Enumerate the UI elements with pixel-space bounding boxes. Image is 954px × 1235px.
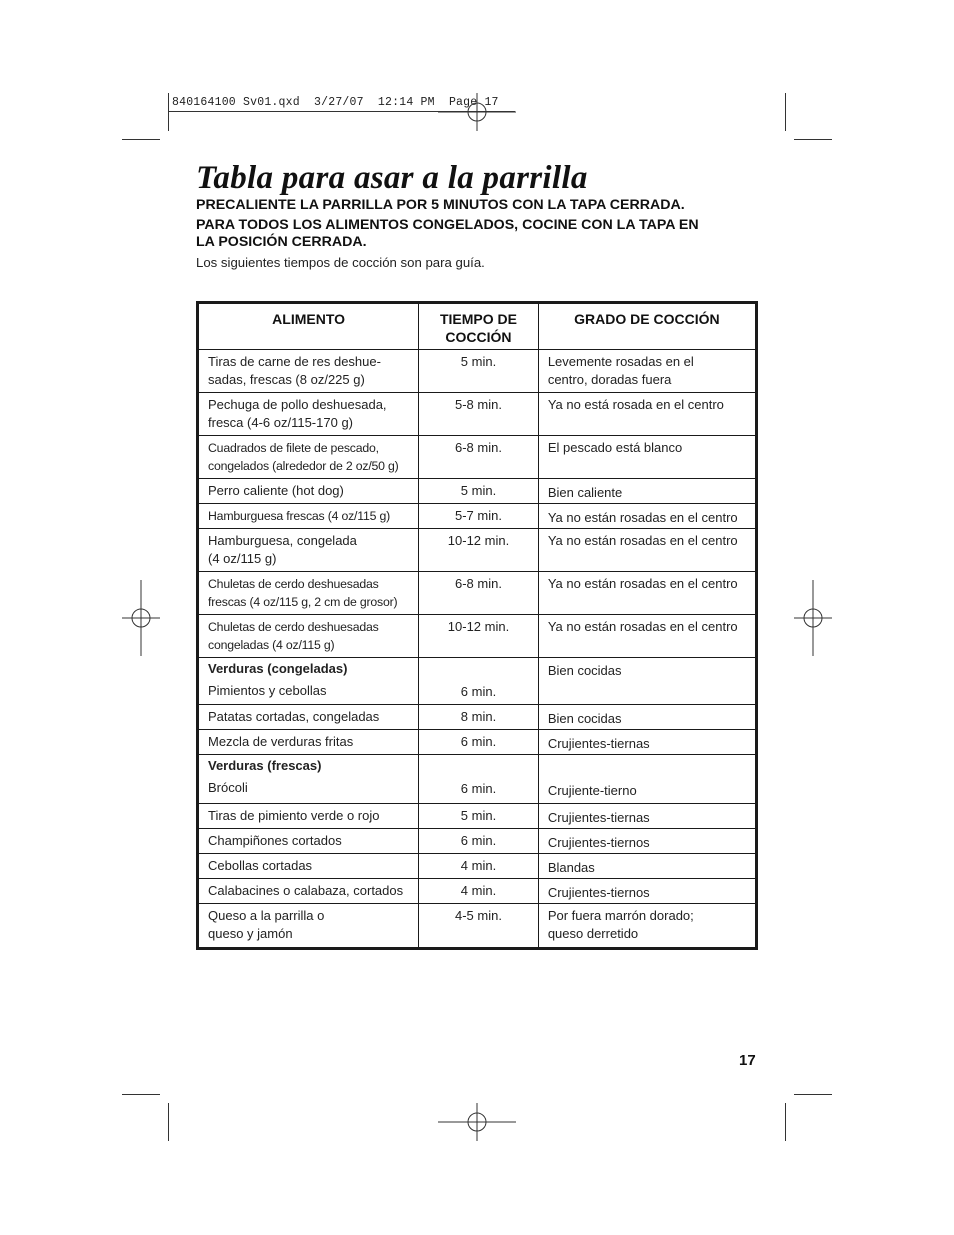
table-row (198, 755, 757, 804)
time-cell (419, 730, 539, 755)
food-cell (198, 705, 419, 730)
table-row (198, 730, 757, 755)
cooking-time: 6 min. (460, 734, 497, 749)
doneness-cell (538, 854, 756, 879)
doneness-cell (538, 479, 756, 504)
food-cell (198, 572, 419, 615)
doneness-cell (538, 529, 756, 572)
registration-mark-bottom (438, 1103, 516, 1141)
food-name: Cuadrados de filete de pescado, (208, 441, 379, 455)
doneness-text: Crujientes-tiernos (547, 835, 650, 850)
food-cell (198, 393, 419, 436)
cooking-time: 10-12 min. (447, 533, 510, 548)
crop-mark-top-left-h (122, 139, 160, 140)
table-row (198, 904, 757, 949)
table-row (198, 879, 757, 904)
food-name: Patatas cortadas, congeladas (208, 709, 380, 724)
header-time-line-2: COCCIÓN (445, 329, 512, 345)
food-cell (198, 879, 419, 904)
time-cell (419, 658, 539, 705)
cooking-time: 5-7 min. (455, 508, 502, 523)
doneness-cell (538, 804, 756, 829)
time-cell (419, 705, 539, 730)
food-cell (198, 479, 419, 504)
crop-mark-top-right-h (794, 139, 832, 140)
guide-note: Los siguientes tiempos de cocción son para guía. (196, 255, 485, 270)
food-name: queso y jamón (208, 926, 293, 941)
doneness-text: queso derretido (547, 926, 639, 941)
time-cell (419, 879, 539, 904)
food-cell (198, 504, 419, 529)
time-cell (419, 529, 539, 572)
doneness-cell (538, 658, 756, 705)
doneness-text: Crujientes-tiernas (547, 736, 650, 751)
cooking-time: 5-8 min. (455, 397, 502, 412)
table-row (198, 804, 757, 829)
time-cell (419, 804, 539, 829)
food-group-title: Verduras (congeladas) (208, 661, 348, 676)
cooking-time: 4 min. (460, 858, 497, 873)
doneness-text: Bien cocidas (547, 711, 622, 726)
table-header-row (198, 303, 757, 350)
food-cell (198, 615, 419, 658)
food-cell (198, 436, 419, 479)
food-cell (198, 350, 419, 393)
food-name: Perro caliente (hot dog) (208, 483, 344, 498)
header-doneness: GRADO DE COCCIÓN (538, 303, 756, 350)
table-row (198, 658, 757, 705)
header-time (419, 303, 539, 350)
food-name: frescas (4 oz/115 g, 2 cm de grosor) (208, 595, 398, 609)
doneness-cell (538, 755, 756, 804)
food-cell (198, 529, 419, 572)
time-cell (419, 904, 539, 949)
food-name: Tiras de pimiento verde o rojo (208, 808, 380, 823)
food-cell (198, 755, 419, 804)
food-name: Mezcla de verduras fritas (208, 734, 354, 749)
time-cell (419, 615, 539, 658)
food-cell (198, 854, 419, 879)
doneness-text: Crujientes-tiernos (547, 885, 650, 900)
header-time-line-1: TIEMPO DE (439, 311, 517, 327)
crop-mark-top-right-v (785, 93, 786, 131)
food-group-title: Verduras (frescas) (208, 758, 322, 773)
food-cell (198, 829, 419, 854)
food-name: fresca (4-6 oz/115-170 g) (208, 415, 353, 430)
doneness-cell (538, 705, 756, 730)
table-row (198, 436, 757, 479)
page-number: 17 (739, 1052, 756, 1069)
cooking-time: 8 min. (460, 709, 497, 724)
cooking-time: 5 min. (460, 483, 497, 498)
food-name: Pimientos y cebollas (208, 683, 327, 698)
table-row (198, 829, 757, 854)
food-name: congelados (alrededor de 2 oz/50 g) (208, 459, 399, 473)
time-cell (419, 479, 539, 504)
table-body (198, 350, 757, 949)
registration-mark-right (794, 580, 832, 656)
doneness-text: Ya no están rosadas en el centro (547, 619, 738, 634)
doneness-text: Levemente rosadas en el (547, 354, 694, 369)
grilling-table (196, 301, 758, 950)
doneness-cell (538, 829, 756, 854)
instruction-line-3: LA POSICIÓN CERRADA. (196, 234, 367, 250)
time-cell (419, 393, 539, 436)
table-row (198, 350, 757, 393)
doneness-cell (538, 504, 756, 529)
time-cell (419, 829, 539, 854)
registration-mark-top (438, 93, 516, 131)
cooking-time: 4-5 min. (455, 908, 502, 923)
table-row (198, 854, 757, 879)
doneness-text: Ya no están rosadas en el centro (547, 510, 738, 525)
instruction-line-2: PARA TODOS LOS ALIMENTOS CONGELADOS, COCINE CON LA TAPA EN (196, 217, 699, 233)
food-name: Chuletas de cerdo deshuesadas (208, 620, 379, 634)
table-row (198, 572, 757, 615)
doneness-cell (538, 730, 756, 755)
doneness-text: Por fuera marrón dorado; (547, 908, 694, 923)
doneness-text: Blandas (547, 860, 595, 875)
page-title: Tabla para asar a la parrilla (196, 160, 588, 196)
cooking-time: 6 min. (460, 781, 497, 796)
doneness-cell (538, 436, 756, 479)
table-row (198, 529, 757, 572)
doneness-text: Ya no está rosada en el centro (547, 397, 724, 412)
doneness-cell (538, 879, 756, 904)
time-cell (419, 854, 539, 879)
cooking-time: 10-12 min. (447, 619, 510, 634)
cooking-time: 5 min. (460, 354, 497, 369)
cooking-time: 5 min. (460, 808, 497, 823)
food-name: sadas, frescas (8 oz/225 g) (208, 372, 365, 387)
doneness-text: Ya no están rosadas en el centro (547, 533, 738, 548)
crop-mark-bottom-left-h (122, 1094, 160, 1095)
crop-mark-bottom-right-h (794, 1094, 832, 1095)
food-name: Brócoli (208, 780, 248, 795)
doneness-text: Crujiente-tierno (547, 783, 637, 798)
table-row (198, 479, 757, 504)
crop-mark-bottom-right-v (785, 1103, 786, 1141)
time-cell (419, 504, 539, 529)
cooking-time: 4 min. (460, 883, 497, 898)
time-cell (419, 350, 539, 393)
doneness-text: centro, doradas fuera (547, 372, 672, 387)
time-cell (419, 572, 539, 615)
doneness-text: Bien cocidas (547, 663, 622, 678)
food-name: Cebollas cortadas (208, 858, 313, 873)
table-row (198, 705, 757, 730)
print-slug: 840164100 Sv01.qxd 3/27/07 12:14 PM Page 17 (172, 96, 499, 109)
food-name: Pechuga de pollo deshuesada, (208, 397, 387, 412)
food-name: Tiras de carne de res deshue- (208, 354, 381, 369)
doneness-cell (538, 904, 756, 949)
food-cell (198, 730, 419, 755)
doneness-text: Bien caliente (547, 485, 623, 500)
food-name: Champiñones cortados (208, 833, 342, 848)
food-name: Calabacines o calabaza, cortados (208, 883, 404, 898)
header-food: ALIMENTO (198, 303, 419, 350)
cooking-time: 6 min. (460, 833, 497, 848)
registration-mark-left (122, 580, 160, 656)
food-name: congeladas (4 oz/115 g) (208, 638, 335, 652)
instruction-line-1: PRECALIENTE LA PARRILLA POR 5 MINUTOS CON LA TAPA CERRADA. (196, 197, 685, 213)
cooking-time: 6-8 min. (455, 440, 502, 455)
doneness-text: Crujientes-tiernas (547, 810, 650, 825)
table-row (198, 615, 757, 658)
doneness-cell (538, 615, 756, 658)
doneness-cell (538, 572, 756, 615)
food-name: Hamburguesa frescas (4 oz/115 g) (208, 509, 391, 523)
doneness-text: Ya no están rosadas en el centro (547, 576, 738, 591)
doneness-text: El pescado está blanco (547, 440, 683, 455)
food-cell (198, 804, 419, 829)
food-name: Chuletas de cerdo deshuesadas (208, 577, 379, 591)
doneness-cell (538, 393, 756, 436)
food-cell (198, 658, 419, 705)
table-row (198, 393, 757, 436)
doneness-cell (538, 350, 756, 393)
time-cell (419, 755, 539, 804)
cooking-time: 6-8 min. (455, 576, 502, 591)
time-cell (419, 436, 539, 479)
food-name: Hamburguesa, congelada (208, 533, 357, 548)
food-name: (4 oz/115 g) (208, 551, 277, 566)
table-row (198, 504, 757, 529)
food-name: Queso a la parrilla o (208, 908, 325, 923)
food-cell (198, 904, 419, 949)
crop-mark-top-left-v (168, 93, 169, 131)
cooking-time: 6 min. (460, 684, 497, 699)
crop-mark-bottom-left-v (168, 1103, 169, 1141)
